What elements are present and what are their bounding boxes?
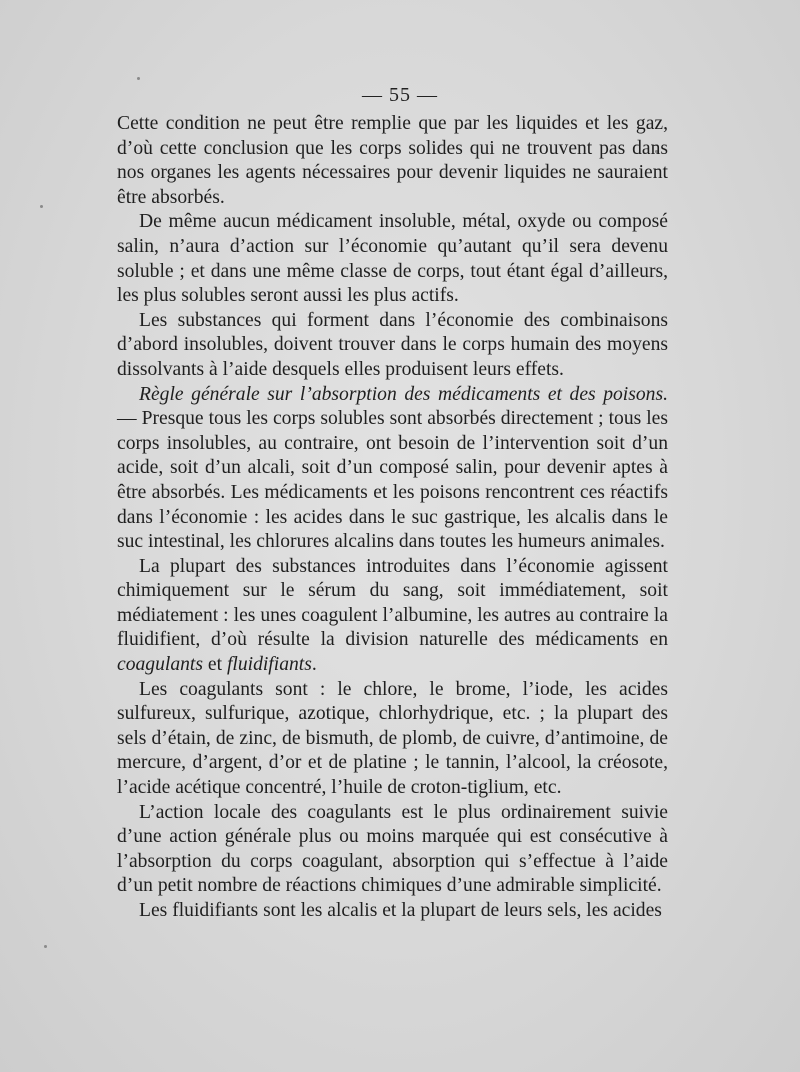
paragraph-absorption-liquids: Cette condition ne peut être remplie que par les liquides et les gaz, d’où cette conclusion que les corps solides qui ne trouvent pas dans nos organes les agents nécessaires pour devenir liquides ne sauraient être absorbés.: [117, 113, 668, 208]
paper-speck: [40, 205, 43, 208]
paragraph-insoluble-medicines: De même aucun médicament insoluble, métal, oxyde ou composé salin, n’aura d’action sur l’économie qu’autant qu’il sera devenu soluble ; et dans une même classe de corps, tout étant égal d’ailleurs, les plus solubles seront aussi les plus actifs.: [117, 211, 668, 307]
paragraph-dissolving-means: Les substances qui forment dans l’économie des combinaisons d’abord insolubles, doivent trouver dans le corps humain des moyens dissolvants à l’aide desquels elles produisent leurs effets.: [117, 309, 668, 380]
serum-text: La plupart des substances introduites dans l’économie agissent chimiquement sur le sérum du sang, soit immédiatement, soit médiatement : les unes coagulent l’albumine, les autres au contraire la fluidifient, d’où résulte la division naturelle des médicaments en: [117, 555, 668, 651]
paragraph-coagulant-action: L’action locale des coagulants est le plus ordinairement suivie d’une action générale plus ou moins marquée qui est consécutive à l’absorption du corps coagulant, absorption qui s’effectue à l’aide d’un petit nombre de réactions chimiques d’une admirable simplicité.: [117, 801, 668, 897]
rule-dash: —: [117, 408, 142, 430]
paragraph-coagulants-list: Les coagulants sont : le chlore, le brome, l’iode, les acides sulfureux, sulfurique, azotique, chlorhydrique, etc. ; la plupart des sels d’étain, de zinc, de bismuth, de plomb, de cuivre, d’antimoine, de mercure, d’argent, d’or et de platine ; le tannin, l’alcool, la créosote, l’acide acétique concentré, l’huile de croton-tiglium, etc.: [117, 678, 668, 799]
rule-title: Règle générale sur l’absorption des médicaments et des poisons.: [139, 383, 668, 405]
paragraph-general-rule: [117, 383, 668, 555]
term-coagulants: coagulants: [117, 654, 203, 676]
term-fluidifiants: fluidifiants: [226, 654, 312, 676]
body-text: [117, 112, 668, 924]
rule-body: Presque tous les corps solubles sont absorbés directement ; tous les corps insolubles, au contraire, ont besoin de l’intervention soit d’un acide, soit d’un alcali, soit d’un composé salin, pour devenir aptes à être absorbés. Les médicaments et les poisons rencontrent ces réactifs dans l’économie : les acides dans le suc gastrique, les alcalis dans le suc intestinal, les chlorures alcalins dans toutes les humeurs animales.: [117, 408, 668, 553]
paper-speck: [44, 945, 47, 948]
paragraph-serum-action: [117, 555, 668, 678]
conjunction: et: [203, 654, 227, 676]
period: .: [311, 654, 317, 676]
paper-speck: [137, 77, 140, 80]
page-number: — 55 —: [362, 84, 438, 106]
paragraph-fluidifiants: Les fluidifiants sont les alcalis et la plupart de leurs sels, les acides: [139, 900, 662, 921]
